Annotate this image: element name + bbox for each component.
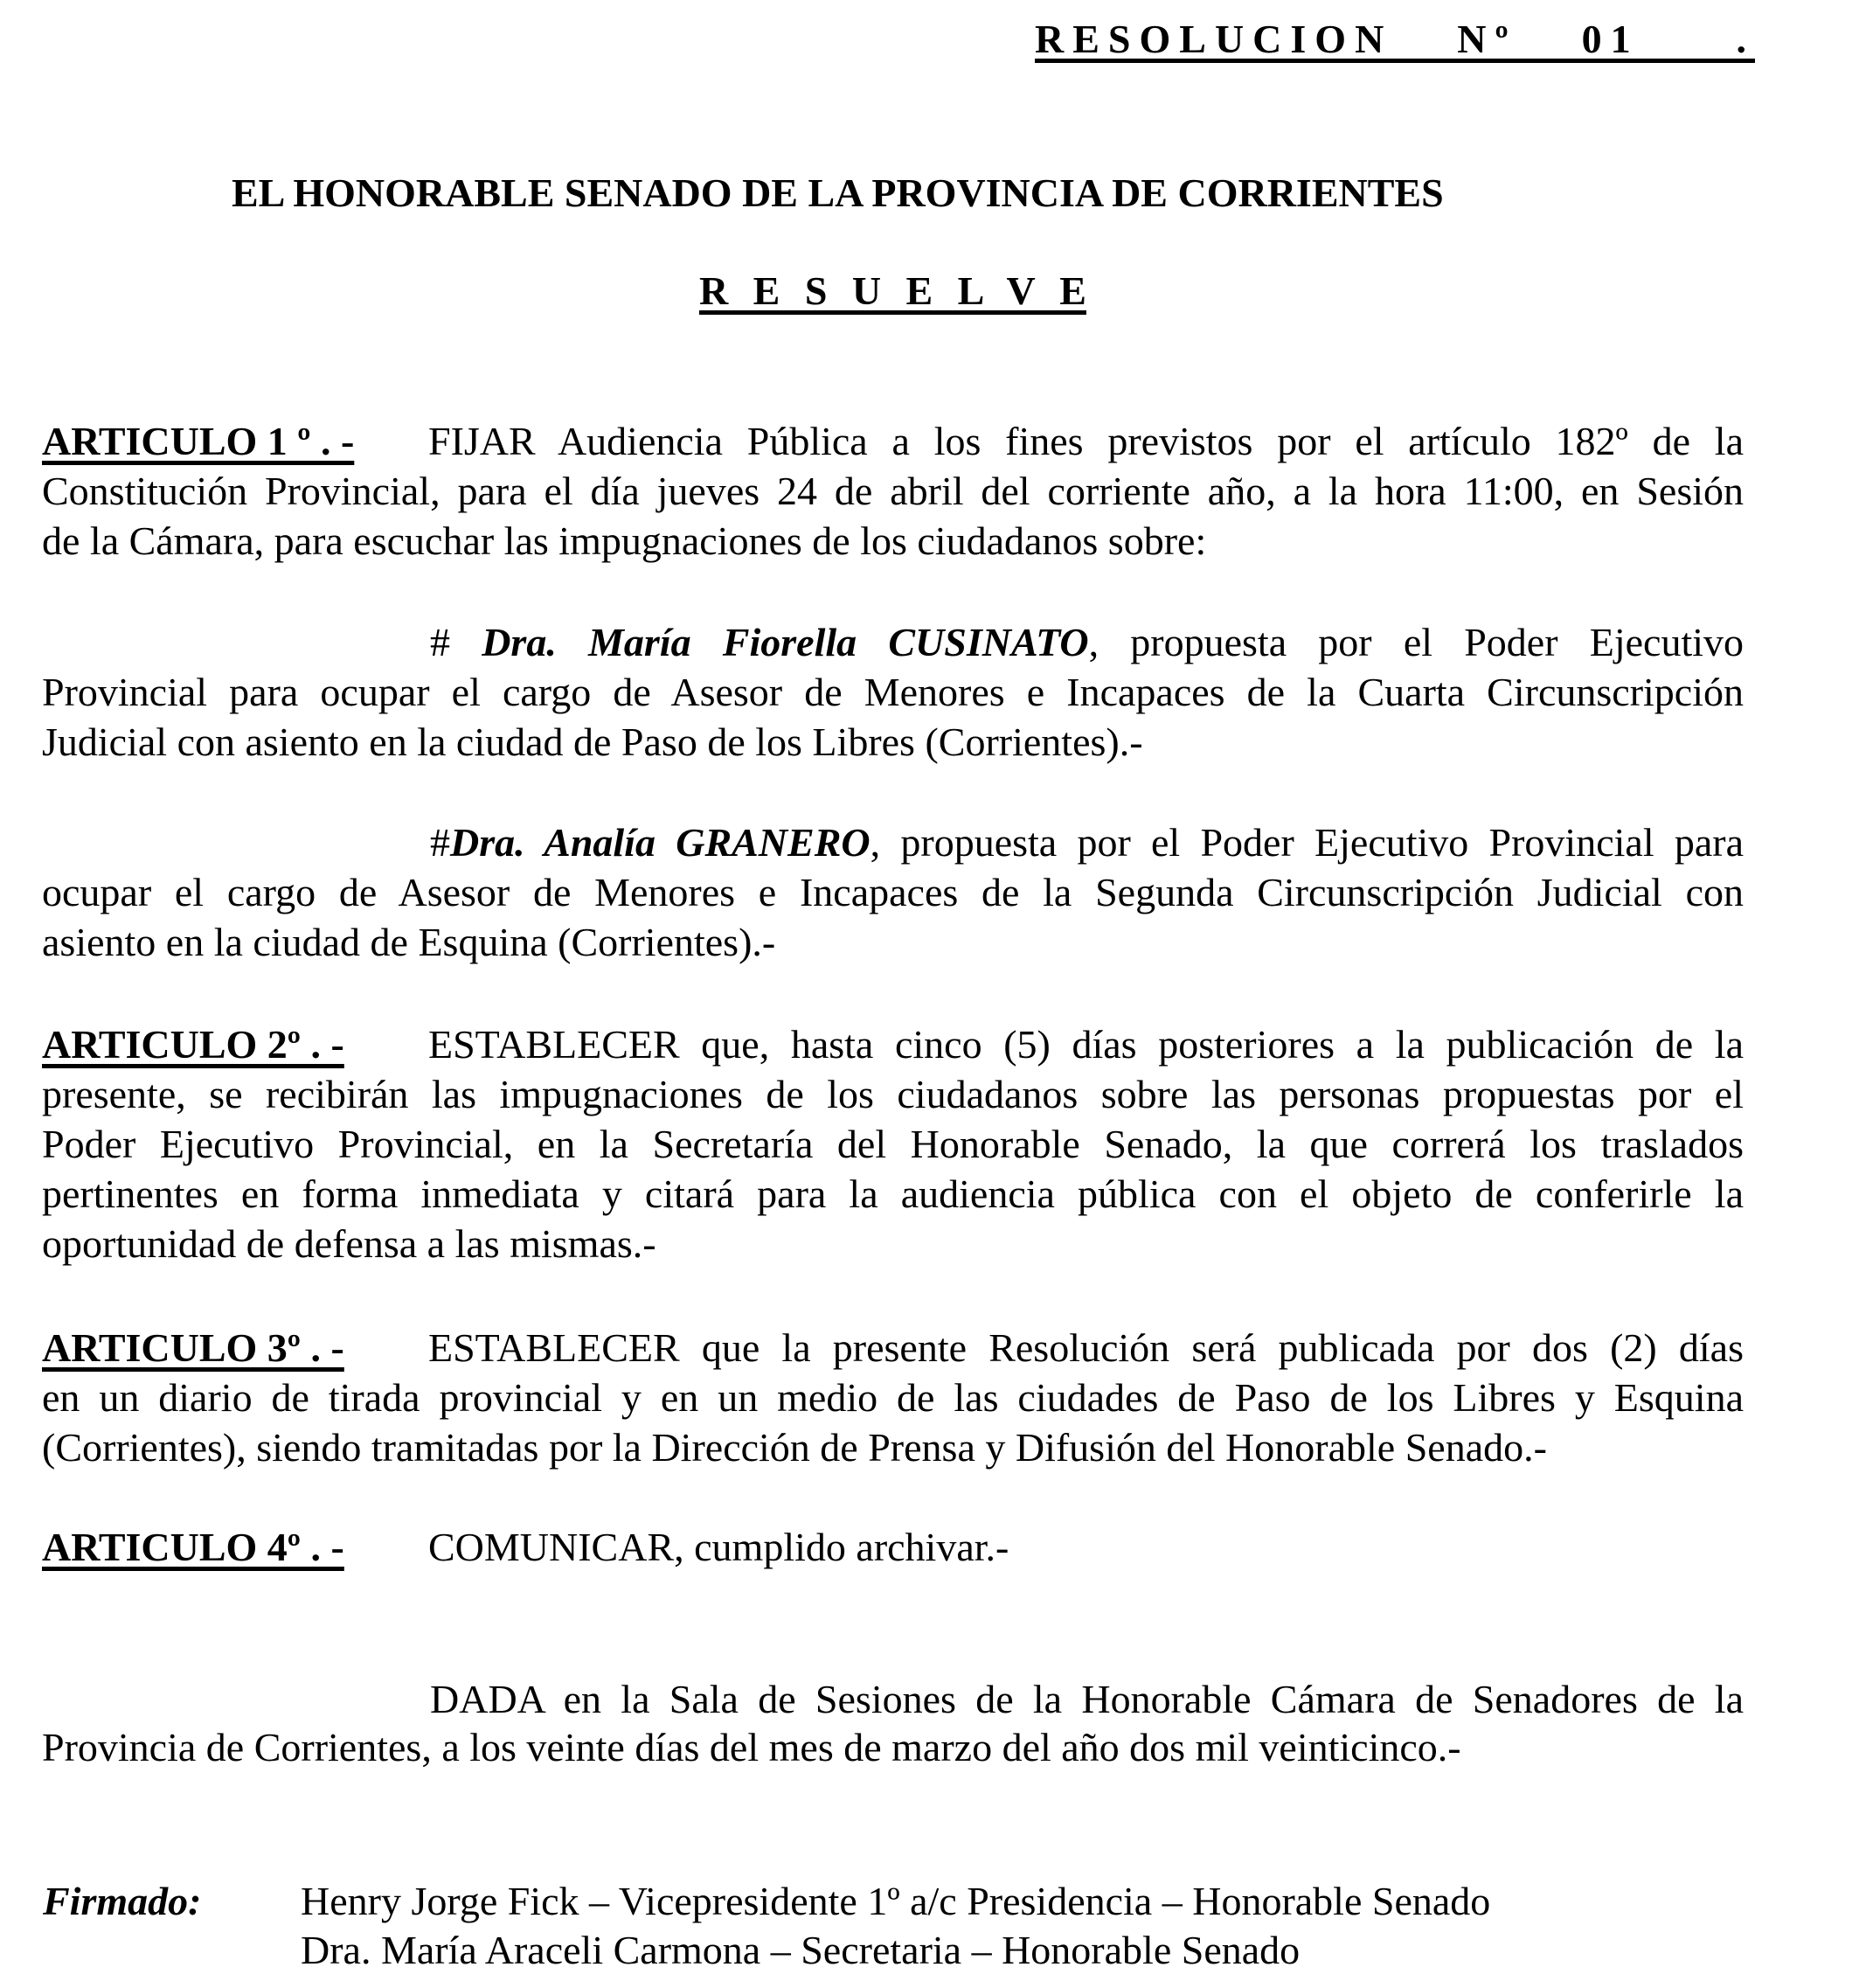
resolution-number-heading: RESOLUCION Nº 01 . [1035,17,1755,61]
signature-line-2: Dra. María Araceli Carmona – Secretaria – Honorable Senado [301,1928,1301,1972]
nominee-2-first-line [430,817,1744,867]
article-2-line-1: ESTABLECER que, hasta cinco (5) días posteriores a la publicación de la [428,1022,1744,1067]
nominee-1-first-rest: , propuesta por el Poder Ejecutivo [1088,620,1744,664]
article-1-line-2: Constitución Provincial, para el día jueves 24 de abril del corriente año, a la hora 11:00, en Sesión [42,469,1744,513]
nominee-1-name: Dra. María Fiorella CUSINATO [482,620,1089,664]
article-2-line-5: oportunidad de defensa a las mismas.- [42,1221,656,1266]
article-4-first-line [42,1522,1744,1572]
article-3-first-line [42,1323,1744,1373]
nominee-2-name: Dra. Analía GRANERO [450,820,871,865]
nominee-2-line-3: asiento en la ciudad de Esquina (Corrientes).- [42,920,776,964]
signed-label: Firmado: [43,1879,202,1923]
article-3-line-2: en un diario de tirada provincial y en un medio de las ciudades de Paso de los Libres y Esquina [42,1375,1744,1420]
article-2-first-line [42,1019,1744,1069]
article-1-first-line [42,416,1744,466]
closing-line-1: DADA en la Sala de Sesiones de la Honorable Cámara de Senadores de la [430,1677,1744,1721]
nominee-1-bullet: # [430,620,450,664]
article-1-line-1: FIJAR Audiencia Pública a los fines previstos por el artículo 182º de la [428,419,1744,463]
resuelve-text: R E S U E L V E [699,268,1086,313]
closing-line-2: Provincia de Corrientes, a los veinte días del mes de marzo del año dos mil veinticinco.- [42,1725,1461,1769]
article-3-line-1: ESTABLECER que la presente Resolución será publicada por dos (2) días [428,1325,1744,1370]
nominee-2-first-rest: , propuesta por el Poder Ejecutivo Provincial para [870,820,1744,865]
article-2-line-2: presente, se recibirán las impugnaciones de los ciudadanos sobre las personas propuestas por el [42,1072,1744,1116]
nominee-2-bullet: # [430,820,450,865]
article-3-label: ARTICULO 3º . - [42,1325,344,1370]
nominee-1-first-line [430,617,1744,667]
signature-line-1: Henry Jorge Fick – Vicepresidente 1º a/c Presidencia – Honorable Senado [301,1879,1491,1923]
article-2-label: ARTICULO 2º . - [42,1022,344,1067]
article-3-line-3: (Corrientes), siendo tramitadas por la Dirección de Prensa y Difusión del Honorable Senado.- [42,1425,1547,1470]
document-title: EL HONORABLE SENADO DE LA PROVINCIA DE CORRIENTES [232,170,1444,215]
nominee-2-line-2: ocupar el cargo de Asesor de Menores e Incapaces de la Segunda Circunscripción Judicial con [42,870,1744,914]
nominee-1-line-2: Provincial para ocupar el cargo de Asesor de Menores e Incapaces de la Cuarta Circunscripción [42,670,1744,714]
article-1-line-3: de la Cámara, para escuchar las impugnaciones de los ciudadanos sobre: [42,518,1207,563]
article-1-label: ARTICULO 1 º . - [42,419,355,463]
article-4-line-1: COMUNICAR, cumplido archivar.- [428,1525,1009,1569]
resuelve-heading [699,266,1086,316]
article-4-label: ARTICULO 4º . - [42,1525,344,1569]
article-2-line-4: pertinentes en forma inmediata y citará para la audiencia pública con el objeto de conferirle la [42,1171,1744,1216]
nominee-1-line-3: Judicial con asiento en la ciudad de Paso de los Libres (Corrientes).- [42,719,1143,764]
article-2-line-3: Poder Ejecutivo Provincial, en la Secretaría del Honorable Senado, la que correrá los traslados [42,1122,1744,1166]
